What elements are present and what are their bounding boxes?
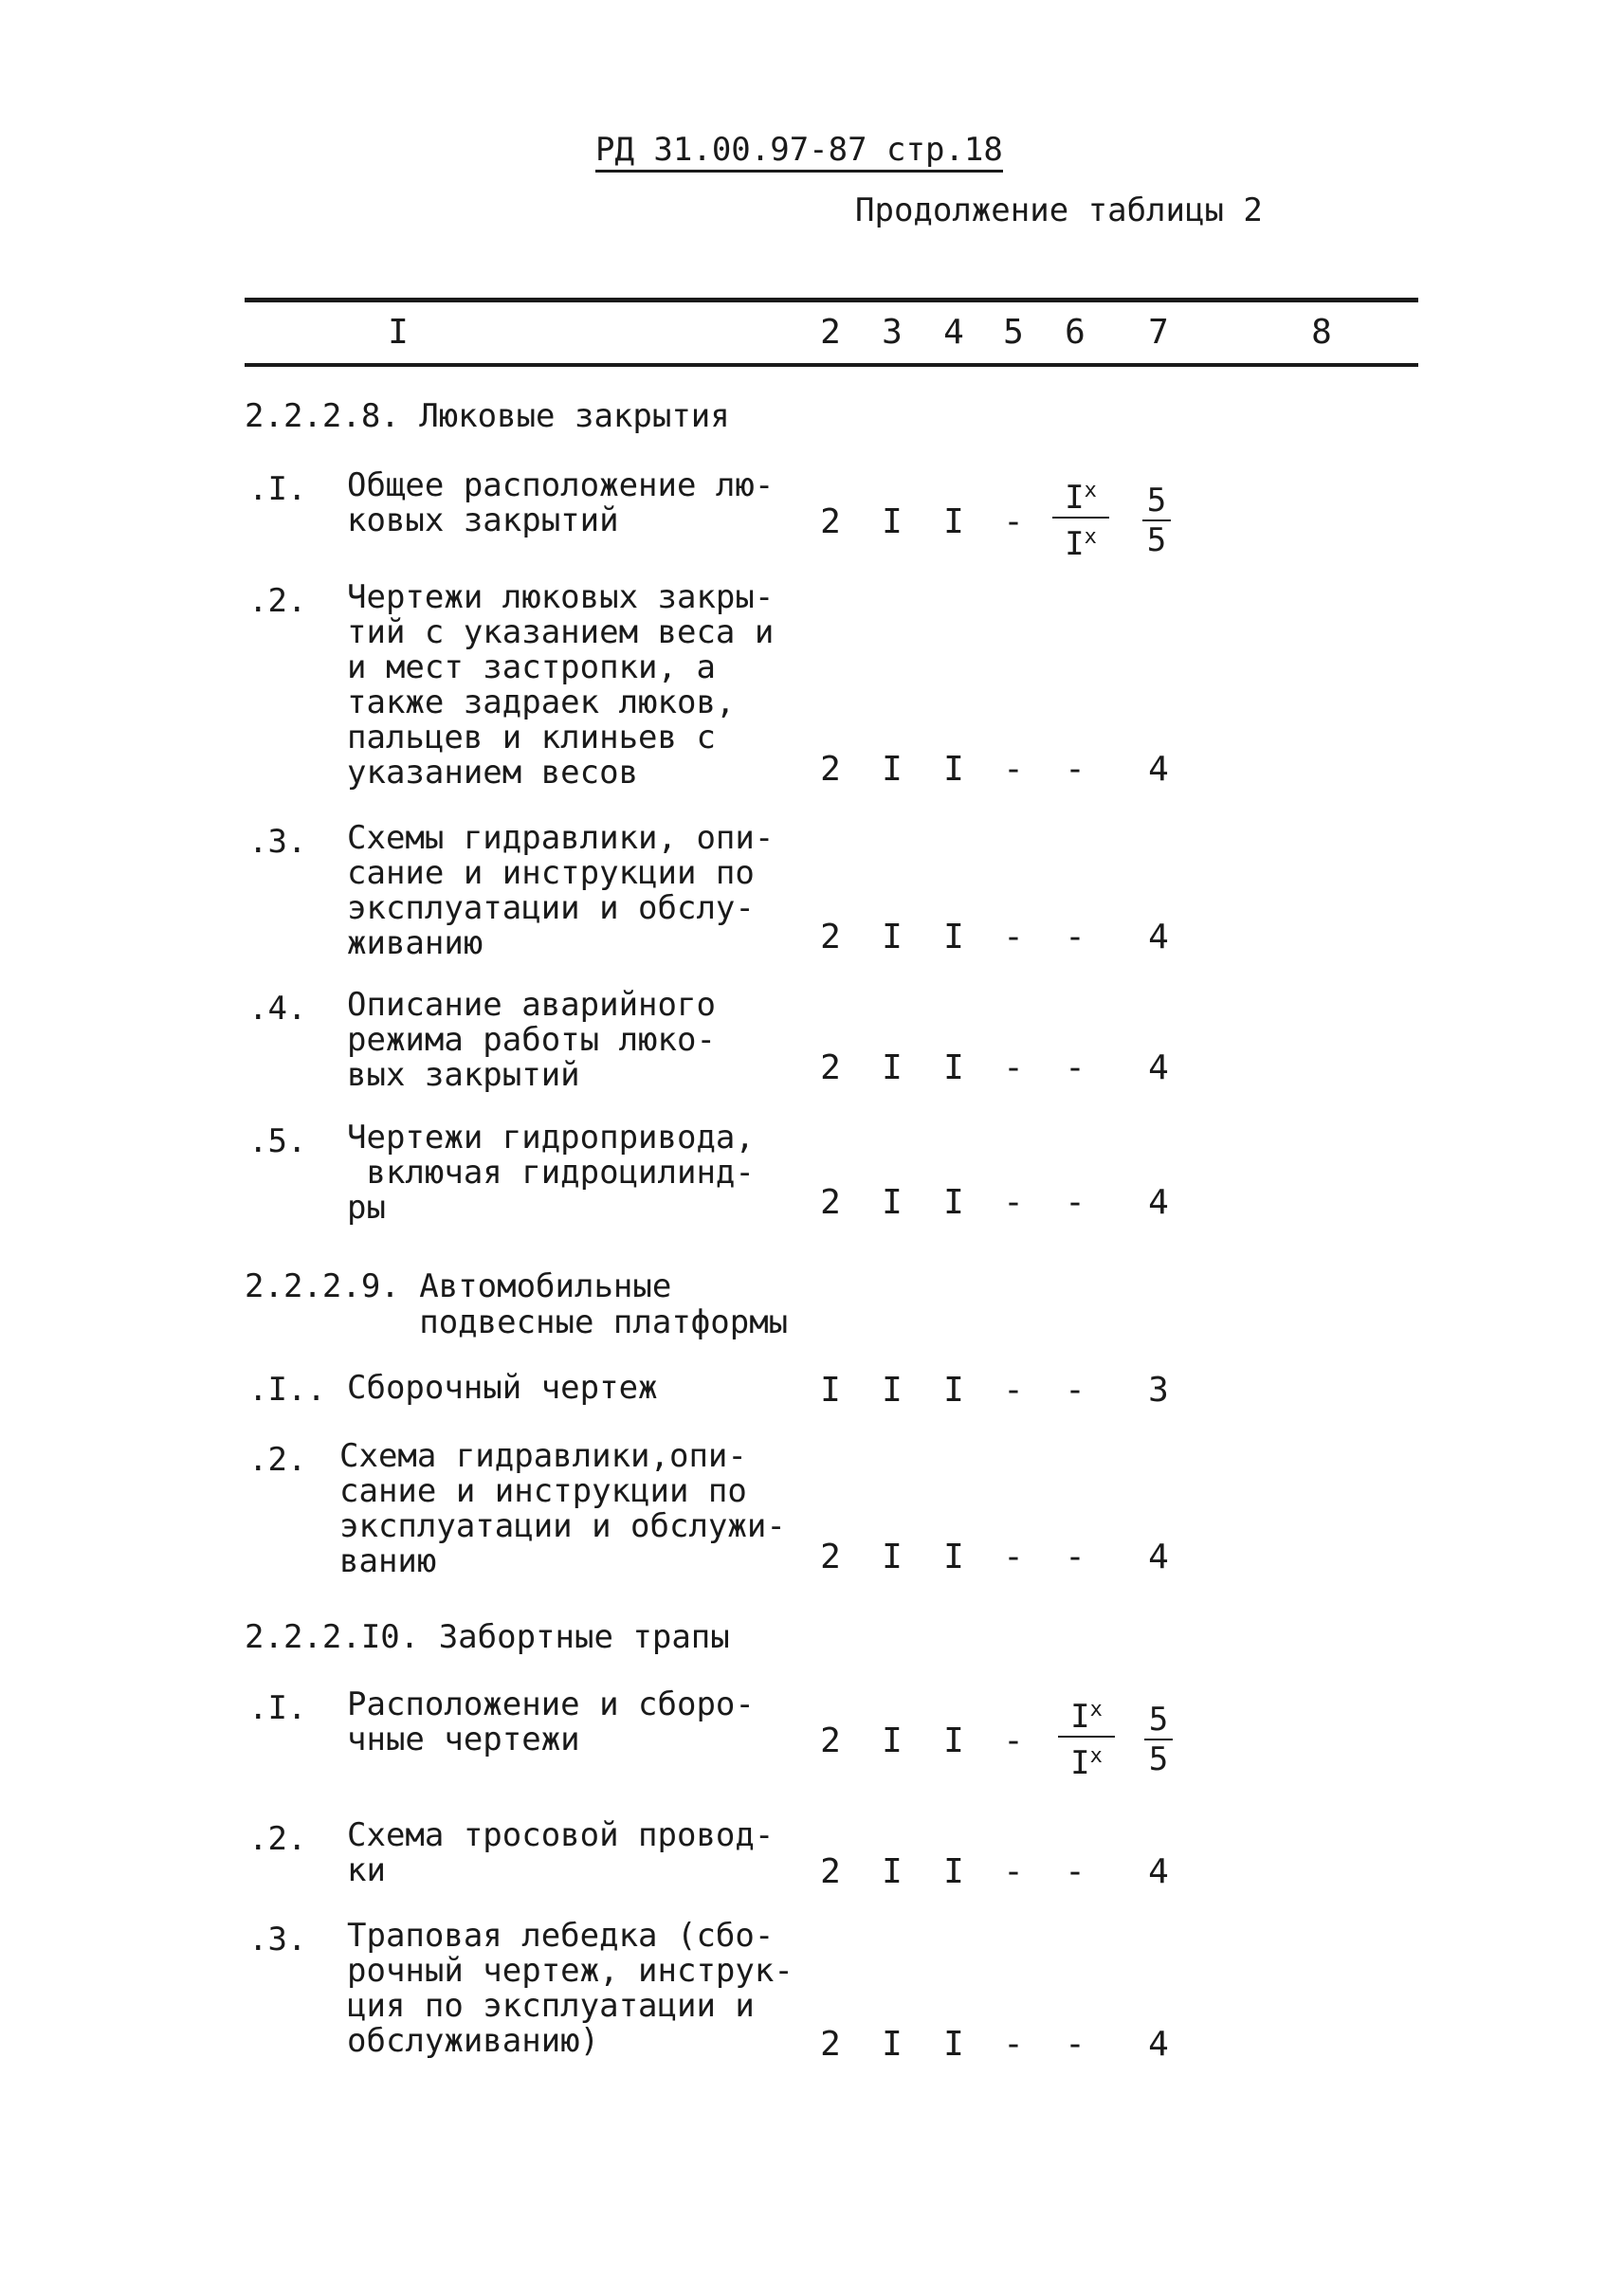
cell-col6: - bbox=[1065, 2025, 1086, 2064]
document-reference: РД 31.00.97-87 стр.18 bbox=[595, 131, 1003, 173]
cell-col4: I bbox=[943, 502, 964, 541]
row-number: .5. bbox=[248, 1122, 307, 1160]
row-description: Схема тросовой провод- ки bbox=[347, 1816, 775, 1889]
section-title: 2.2.2.8. Люковые закрытия bbox=[245, 397, 730, 435]
cell-col6: - bbox=[1065, 750, 1086, 789]
cell-col5: - bbox=[1003, 2025, 1024, 2064]
fraction-numerator: 5 bbox=[1144, 1703, 1173, 1740]
cell-col2: 2 bbox=[820, 1721, 841, 1760]
cell-col6: - bbox=[1065, 1538, 1086, 1576]
cell-col2: 2 bbox=[820, 1538, 841, 1576]
table-top-rule bbox=[245, 298, 1418, 302]
fraction-numerator-mark: x bbox=[1084, 479, 1097, 502]
row-number: .2. bbox=[248, 1820, 307, 1858]
cell-col4: I bbox=[943, 918, 964, 956]
cell-col3: I bbox=[882, 750, 903, 789]
row-description: Схемы гидравлики, опи- сание и инструкции по эксплуатации и обслу- живанию bbox=[347, 819, 775, 962]
fraction-numerator-mark: x bbox=[1089, 1698, 1103, 1721]
cell-col2: I bbox=[820, 1371, 841, 1410]
cell-col3: I bbox=[882, 918, 903, 956]
cell-col3: I bbox=[882, 1721, 903, 1760]
cell-col3: I bbox=[882, 1183, 903, 1222]
cell-col2: 2 bbox=[820, 750, 841, 789]
fraction-denominator: 5 bbox=[1146, 521, 1167, 559]
fraction-denominator: I bbox=[1065, 525, 1085, 563]
cell-col5: - bbox=[1003, 1183, 1024, 1222]
cell-col7: 4 bbox=[1148, 1048, 1169, 1087]
cell-col4: I bbox=[943, 1852, 964, 1891]
cell-col6-fraction bbox=[1052, 474, 1109, 561]
column-header-4: 4 bbox=[943, 313, 964, 352]
cell-col7-fraction bbox=[1144, 1703, 1173, 1776]
cell-col6: - bbox=[1065, 918, 1086, 956]
column-header-5: 5 bbox=[1003, 313, 1024, 352]
cell-col3: I bbox=[882, 1852, 903, 1891]
row-number: .4. bbox=[248, 990, 307, 1028]
fraction-denominator: 5 bbox=[1148, 1740, 1169, 1778]
row-number: .3. bbox=[248, 823, 307, 861]
cell-col4: I bbox=[943, 750, 964, 789]
cell-col7: 3 bbox=[1148, 1371, 1169, 1410]
cell-col2: 2 bbox=[820, 918, 841, 956]
column-header-8: 8 bbox=[1311, 313, 1332, 352]
row-description: Траповая лебедка (сбо- рочный чертеж, инструк- ция по эксплуатации и обслуживанию) bbox=[347, 1917, 794, 2060]
row-description: Схема гидравлики,опи- сание и инструкции по эксплуатации и обслужи- ванию bbox=[339, 1437, 786, 1580]
cell-col7-fraction bbox=[1142, 483, 1171, 557]
fraction-numerator: 5 bbox=[1142, 483, 1171, 521]
cell-col5: - bbox=[1003, 1852, 1024, 1891]
cell-col7: 4 bbox=[1148, 2025, 1169, 2064]
cell-col5: - bbox=[1003, 750, 1024, 789]
cell-col3: I bbox=[882, 1371, 903, 1410]
cell-col5: - bbox=[1003, 1538, 1024, 1576]
cell-col3: I bbox=[882, 1048, 903, 1087]
cell-col7: 4 bbox=[1148, 1538, 1169, 1576]
section-title: 2.2.2.9. Автомобильные подвесные платформы bbox=[245, 1267, 789, 1341]
cell-col6-fraction bbox=[1058, 1693, 1115, 1780]
fraction-denominator: I bbox=[1070, 1744, 1090, 1782]
cell-col7: 4 bbox=[1148, 918, 1169, 956]
cell-col4: I bbox=[943, 1048, 964, 1087]
cell-col7: 4 bbox=[1148, 1183, 1169, 1222]
cell-col5: - bbox=[1003, 1721, 1024, 1760]
row-description: Чертежи люковых закры- тий с указанием веса и и мест застропки, а также задраек люков, пальцев и клиньев с указанием весов bbox=[347, 578, 775, 792]
fraction-denominator-mark: x bbox=[1089, 1744, 1103, 1768]
column-header-6: 6 bbox=[1065, 313, 1086, 352]
cell-col3: I bbox=[882, 502, 903, 541]
row-number: .I. bbox=[248, 1689, 307, 1727]
row-description: Расположение и сборо- чные чертежи bbox=[347, 1685, 755, 1758]
cell-col2: 2 bbox=[820, 2025, 841, 2064]
cell-col5: - bbox=[1003, 502, 1024, 541]
row-number: .3. bbox=[248, 1921, 307, 1958]
cell-col6: - bbox=[1065, 1048, 1086, 1087]
cell-col4: I bbox=[943, 1183, 964, 1222]
cell-col5: - bbox=[1003, 1371, 1024, 1410]
table-continuation-caption: Продолжение таблицы 2 bbox=[855, 191, 1263, 229]
cell-col7: 4 bbox=[1148, 1852, 1169, 1891]
cell-col2: 2 bbox=[820, 1183, 841, 1222]
row-number: .2. bbox=[248, 582, 307, 620]
cell-col2: 2 bbox=[820, 502, 841, 541]
row-description: Общее расположение лю- ковых закрытий bbox=[347, 466, 775, 539]
cell-col7: 4 bbox=[1148, 750, 1169, 789]
cell-col5: - bbox=[1003, 918, 1024, 956]
cell-col4: I bbox=[943, 2025, 964, 2064]
cell-col4: I bbox=[943, 1371, 964, 1410]
row-description: Описание аварийного режима работы люко- вых закрытий bbox=[347, 986, 716, 1094]
fraction-numerator: I bbox=[1070, 1698, 1090, 1736]
cell-col4: I bbox=[943, 1721, 964, 1760]
cell-col2: 2 bbox=[820, 1048, 841, 1087]
cell-col6: - bbox=[1065, 1183, 1086, 1222]
cell-col3: I bbox=[882, 1538, 903, 1576]
row-number: .I.. bbox=[248, 1371, 326, 1409]
cell-col4: I bbox=[943, 1538, 964, 1576]
column-header-2: 2 bbox=[820, 313, 841, 352]
cell-col5: - bbox=[1003, 1048, 1024, 1087]
cell-col2: 2 bbox=[820, 1852, 841, 1891]
cell-col3: I bbox=[882, 2025, 903, 2064]
column-header-1: I bbox=[388, 313, 409, 352]
cell-col6: - bbox=[1065, 1371, 1086, 1410]
row-description: Чертежи гидропривода, включая гидроцилинд- ры bbox=[347, 1119, 755, 1227]
row-description: Сборочный чертеж bbox=[347, 1369, 658, 1407]
table-header-rule bbox=[245, 363, 1418, 367]
column-header-7: 7 bbox=[1148, 313, 1169, 352]
section-title: 2.2.2.I0. Забортные трапы bbox=[245, 1618, 730, 1656]
row-number: .I. bbox=[248, 470, 307, 508]
row-number: .2. bbox=[248, 1441, 307, 1479]
fraction-denominator-mark: x bbox=[1084, 525, 1097, 549]
column-header-3: 3 bbox=[882, 313, 903, 352]
fraction-numerator: I bbox=[1065, 479, 1085, 517]
cell-col6: - bbox=[1065, 1852, 1086, 1891]
